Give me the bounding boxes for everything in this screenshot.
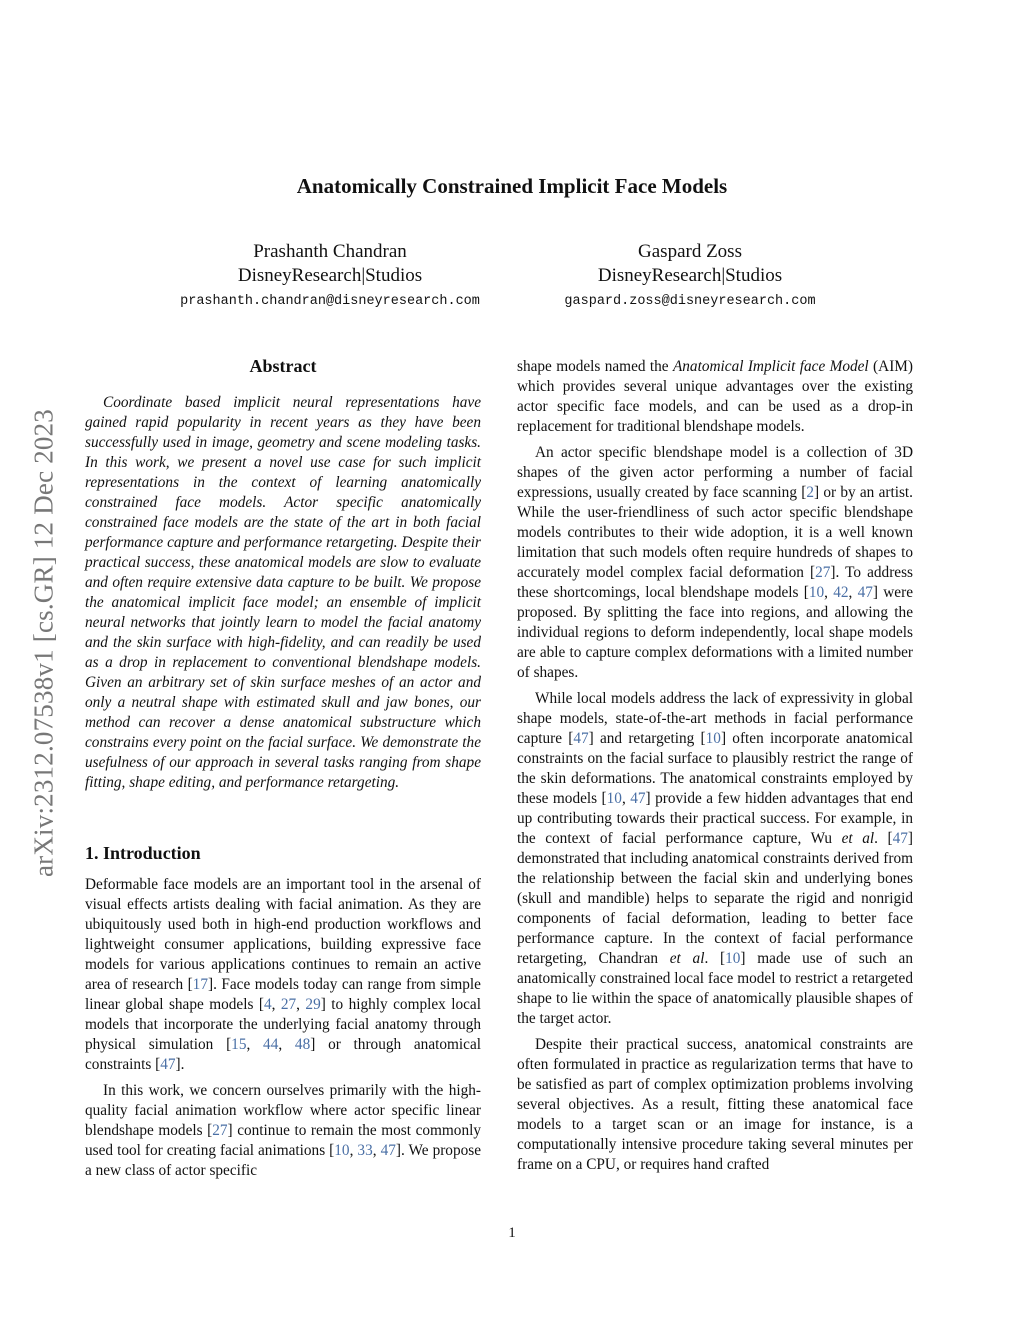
paragraph <box>517 1035 913 1175</box>
text-run: , <box>621 790 631 807</box>
text-run: ]. <box>175 1056 185 1073</box>
text-run: et al <box>841 830 875 847</box>
text-run: shape models named the <box>517 358 673 375</box>
text-run: , <box>848 584 858 601</box>
text-run: ] or by an artist. While the user-friendliness of such actor specific blendshape models contributes to their wide adoption, it is a well known limitation that such models often require hundreds of shapes to accurately model complex facial deformation [ <box>517 484 914 581</box>
text-run: ] or through anatomical constraints [ <box>85 1036 481 1073</box>
abstract-heading: Abstract <box>249 356 317 376</box>
citation-link[interactable]: 17 <box>192 976 208 993</box>
citation-link[interactable]: 10 <box>705 730 721 747</box>
text-run: ]. We propose a new class of actor specific <box>85 1142 481 1179</box>
citation-link[interactable]: 33 <box>357 1142 373 1159</box>
author-name: Prashanth Chandran <box>253 241 407 262</box>
paragraph <box>517 357 913 437</box>
text-run: ]. To address these shortcomings, local blendshape models [ <box>517 564 913 601</box>
text-run: Anatomical Implicit face Model <box>672 358 869 375</box>
text-run: While local models address the lack of expressivity in global shape models, state-of-the-art methods in facial performance capture [ <box>517 690 913 747</box>
text-run: Deformable face models are an important tool in the arsenal of visual effects artists dealing with facial animation. As they are ubiquitously used both in high-end production workflows and lightweight consumer applications, building expressive face models for various applications continues to remain an active area of research [ <box>85 876 481 993</box>
text-run: ] demonstrated that including anatomical constraints derived from the relationship between the facial skin and underlying bones (skull and mandible) helps to separate the rigid and nonrigid components of facial deformation, leading to better face performance capture. In the context of facial performance retargeting, Chandran <box>517 830 913 967</box>
citation-link[interactable]: 48 <box>294 1036 311 1053</box>
text-run: (AIM) which provides several unique advantages over the existing actor specific face models, and can be used as a drop-in replacement for traditional blendshape models. <box>517 358 913 435</box>
citation-link[interactable]: 47 <box>160 1056 176 1073</box>
citation-link[interactable]: 15 <box>231 1036 247 1053</box>
text-run: An actor specific blendshape model is a collection of 3D shapes of the given actor performing a number of facial expressions, usually created by face scanning [ <box>517 444 913 501</box>
text-run: ] continue to remain the most commonly used tool for creating facial animations [ <box>85 1122 481 1159</box>
citation-link[interactable]: 27 <box>815 564 831 581</box>
text-run: , <box>278 1036 295 1053</box>
citation-link[interactable]: 44 <box>263 1036 279 1053</box>
text-run: ]. Face models today can range from simple linear global shape models [ <box>85 976 481 1013</box>
author-affiliation: DisneyResearch|Studios <box>237 265 423 286</box>
citation-link[interactable]: 47 <box>892 830 908 847</box>
citation-link[interactable]: 47 <box>857 584 873 601</box>
citation-link[interactable]: 47 <box>380 1142 396 1159</box>
text-run: , <box>372 1142 381 1159</box>
author-block-2 <box>490 240 890 314</box>
author-affiliation: DisneyResearch|Studios <box>597 265 783 286</box>
text-run: . [ <box>704 950 726 967</box>
abstract-text: Coordinate based implicit neural representations have gained rapid popularity in recent years as they have been successfully used in image, geometry and scene modeling tasks. In this work, we present a novel use case for such implicit representations in the context of learning anatomically constrained face models. Actor specific anatomically constrained face models are the state of the art in both facial performance capture and performance retargeting. Despite their practical success, these anatomical models are slow to evaluate and often require extensive data capture to be built. We propose the anatomical implicit face model; an ensemble of implicit neural networks that jointly learn to model the facial anatomy and the skin surface with high-fidelity, and can readily be used as a drop in replacement to conventional blendshape models. Given an arbitrary set of skin surface meshes of an actor and only a neutral shape with estimated skull and jaw bones, our method can recover a dense anatomical substructure which constrains every point on the facial surface. We demonstrate the usefulness of our approach in several tasks ranging from shape fitting, shape editing, and performance retargeting. <box>85 394 481 791</box>
text-run: , <box>349 1142 358 1159</box>
citation-link[interactable]: 27 <box>280 996 297 1013</box>
text-run: In this work, we concern ourselves primarily with the high-quality facial animation workflow where actor specific linear blendshape models [ <box>85 1082 481 1139</box>
text-run: ] made use of such an anatomically constrained local face model to restrict a retargeted shape to lie within the space of anatomically plausible shapes of the target actor. <box>517 950 913 1027</box>
author-email[interactable]: gaspard.zoss@disneyresearch.com <box>564 294 816 309</box>
author-name: Gaspard Zoss <box>638 241 742 262</box>
text-run: , <box>296 996 306 1013</box>
right-column <box>517 357 913 1181</box>
citation-link[interactable]: 10 <box>606 790 622 807</box>
section-heading-introduction: 1. Introduction <box>85 843 201 863</box>
text-run: . [ <box>874 830 893 847</box>
paragraph <box>85 1081 481 1181</box>
left-column <box>85 356 481 1187</box>
text-run: ] often incorporate anatomical constraints on the facial surface to plausibly restrict the range of the skin deformations. The anatomical constraints employed by these models [ <box>517 730 913 807</box>
citation-link[interactable]: 47 <box>573 730 589 747</box>
citation-link[interactable]: 10 <box>725 950 741 967</box>
text-run: , <box>271 996 281 1013</box>
page-number: 1 <box>508 1225 516 1241</box>
introduction-body <box>85 875 481 1181</box>
text-run: ] provide a few hidden advantages that end up contributing towards their practical success. For example, in the context of facial performance capture, Wu <box>517 790 913 847</box>
arxiv-identifier: arXiv:2312.07538v1 [cs.GR] 12 Dec 2023 <box>28 408 59 878</box>
paragraph <box>517 443 913 683</box>
citation-link[interactable]: 29 <box>305 996 321 1013</box>
text-run: Despite their practical success, anatomical constraints are often formulated in practice as regularization terms that have to be satisfied as part of complex optimization problems involving several objectives. As a result, fitting these anatomical face models to a target scan or an image for instance, is a computationally intensive procedure taking several minutes per frame on a CPU, or requires hand crafted <box>517 1036 913 1173</box>
text-run: ] and retargeting [ <box>588 730 706 747</box>
citation-link[interactable]: 2 <box>806 484 814 501</box>
text-run: , <box>246 1036 264 1053</box>
text-run: ] to highly complex local models that incorporate the underlying facial anatomy through physical simulation [ <box>85 996 481 1053</box>
paragraph <box>85 875 481 1075</box>
text-run: ] were proposed. By splitting the face into regions, and allowing the individual regions to deform independently, local shape models are able to capture complex deformations with a limited number of shapes. <box>517 584 913 681</box>
citation-link[interactable]: 10 <box>334 1142 350 1159</box>
citation-link[interactable]: 10 <box>808 584 825 601</box>
arxiv-sidebar <box>28 348 59 938</box>
author-block-1 <box>130 240 530 314</box>
paragraph <box>517 689 913 1029</box>
citation-link[interactable]: 4 <box>263 996 272 1013</box>
citation-link[interactable]: 47 <box>630 790 646 807</box>
author-email[interactable]: prashanth.chandran@disneyresearch.com <box>180 294 480 309</box>
text-run: et al <box>669 950 705 967</box>
text-run: , <box>824 584 834 601</box>
citation-link[interactable]: 42 <box>833 584 849 601</box>
paper-title: Anatomically Constrained Implicit Face Models <box>296 174 728 198</box>
citation-link[interactable]: 27 <box>212 1122 228 1139</box>
